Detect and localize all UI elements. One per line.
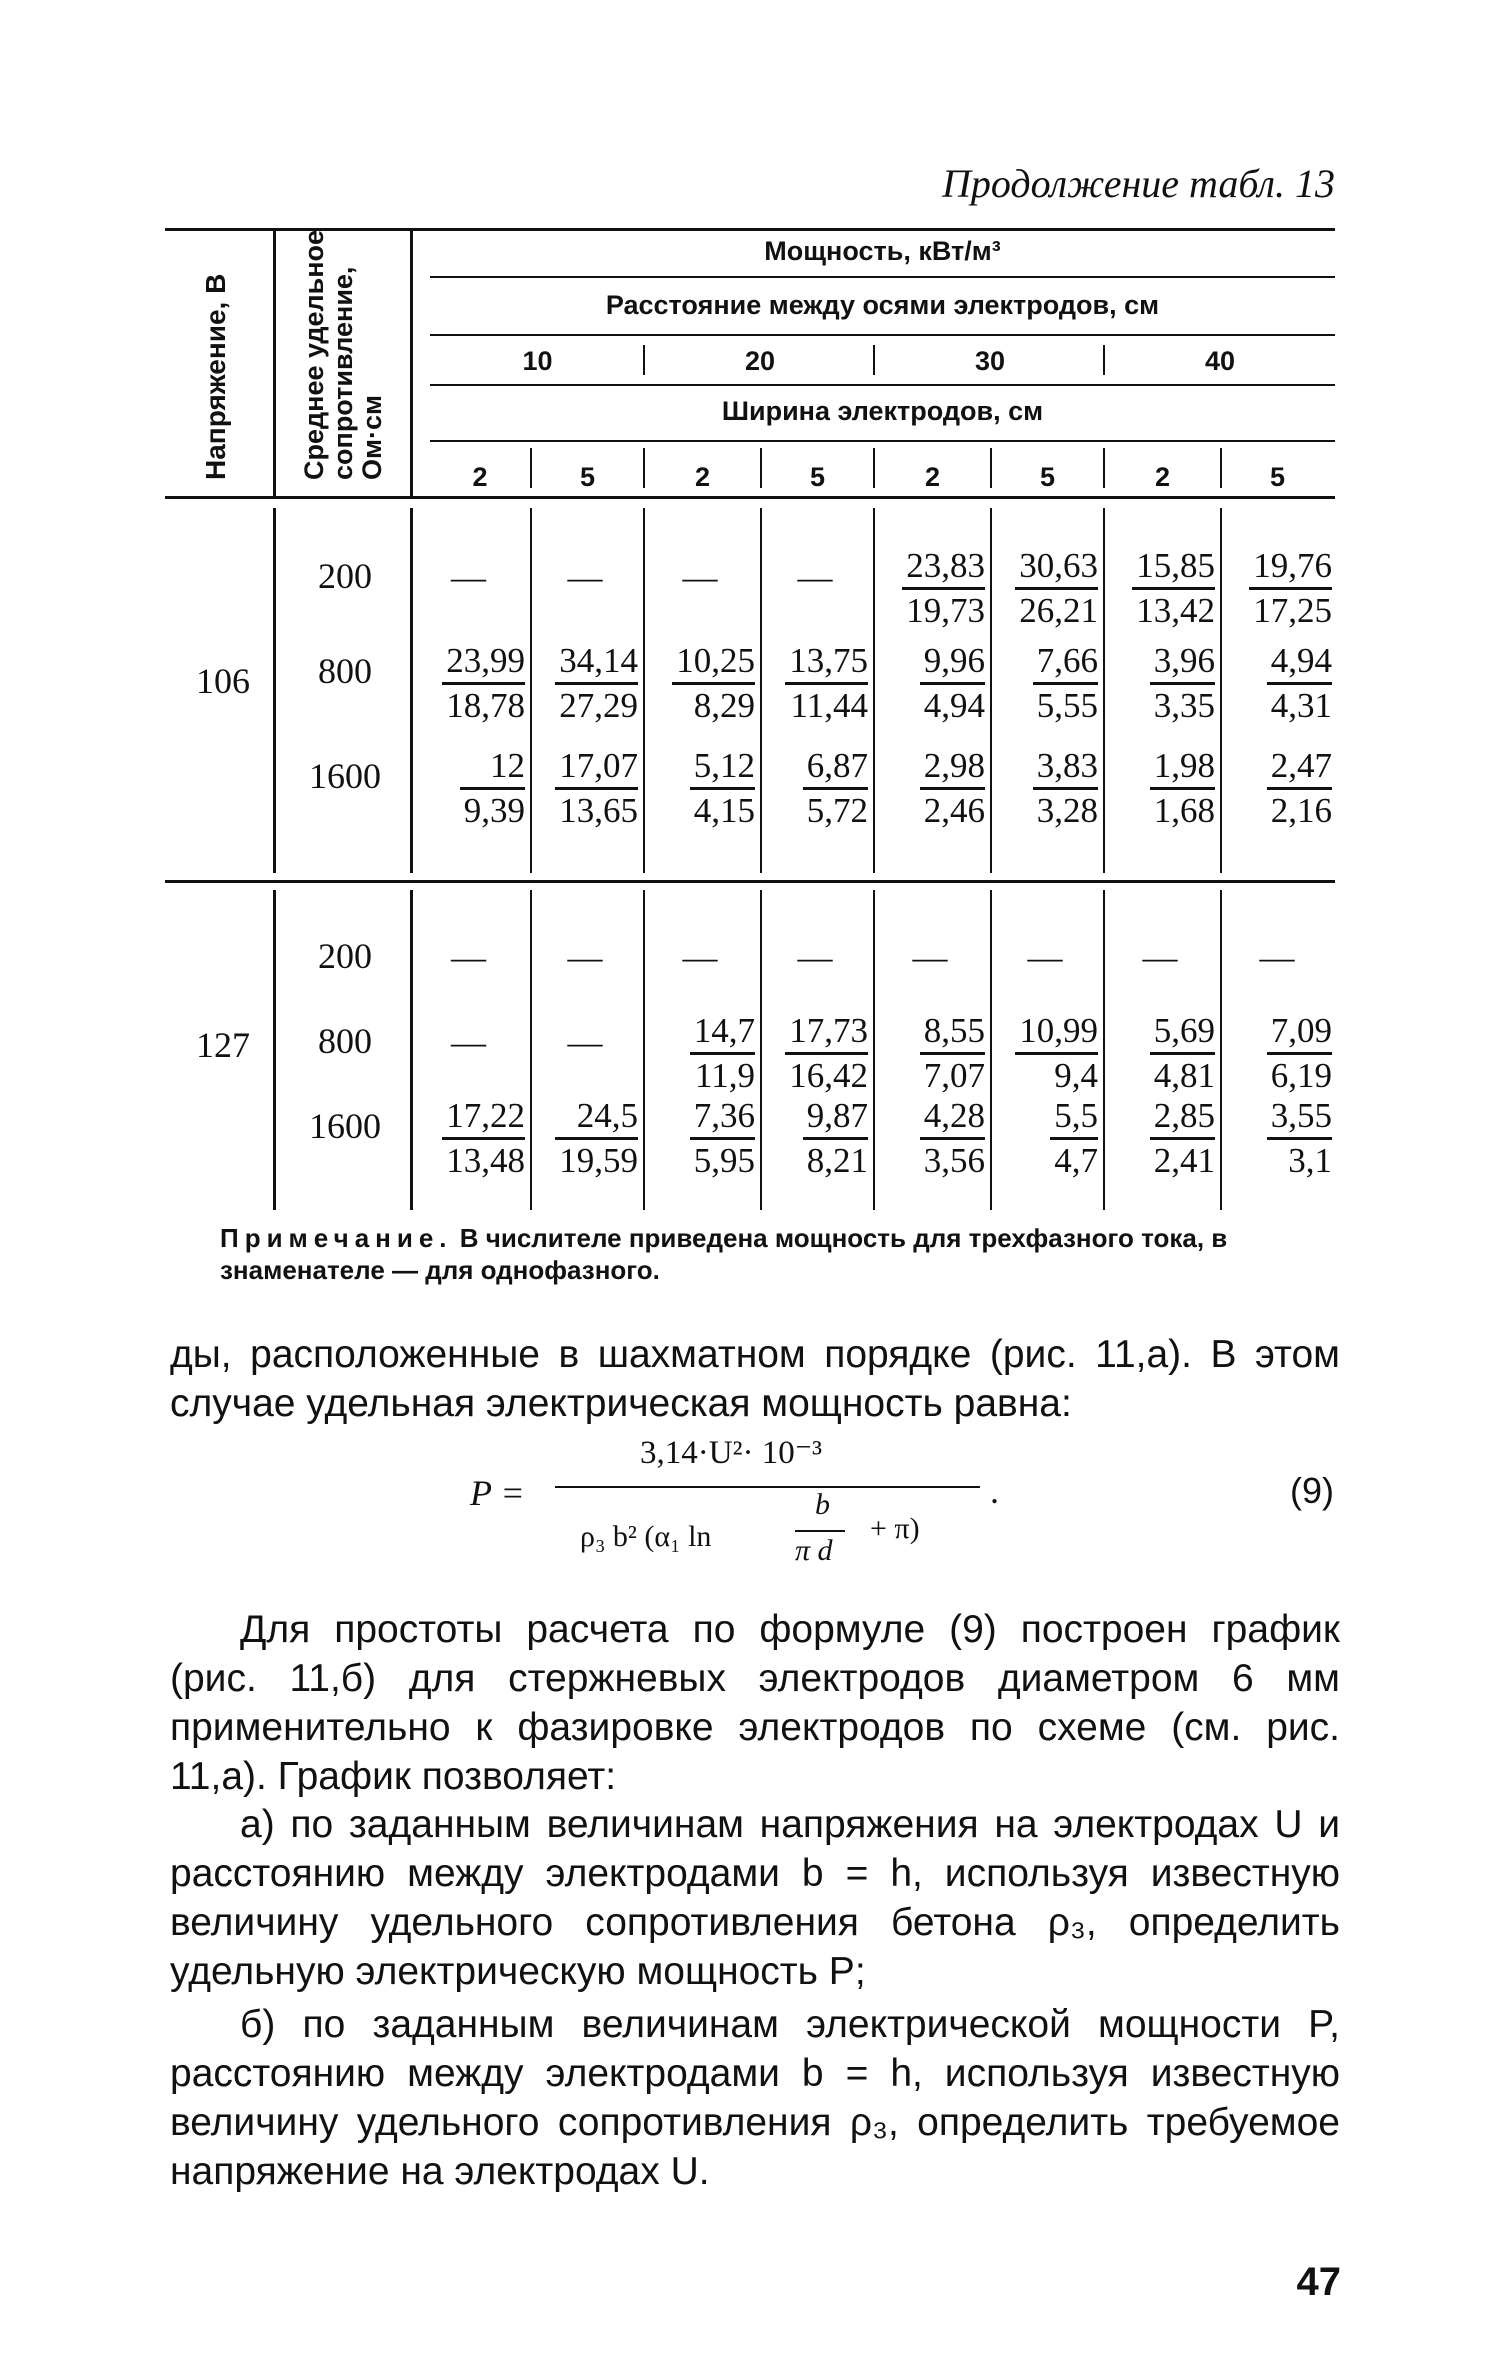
power-fraction (1150, 1095, 1215, 1182)
table-cell (1105, 1010, 1215, 1097)
page-number: 47 (1296, 2260, 1341, 2304)
power-fraction (1267, 1095, 1332, 1182)
formula-end: . (990, 1471, 999, 1511)
three-phase-power: 7,66 (1033, 640, 1098, 685)
power-fraction (1033, 640, 1098, 727)
resistivity-header: Среднее удельное сопротивление, Ом·см (299, 229, 387, 480)
table-cell (532, 1022, 638, 1064)
single-phase-power: 9,39 (463, 791, 525, 830)
three-phase-power: 2,85 (1150, 1095, 1215, 1140)
list-item-a: а) по заданным величинам напряжения на электродах U и расстоянию между электродами b = h, используя известную величину удельного сопротивления бетона ρ₃, определить удельную электрическую мощность P; (170, 1803, 1340, 1993)
table-cell (992, 937, 1098, 979)
power-fraction (1267, 1010, 1332, 1097)
three-phase-power: 7,36 (690, 1095, 755, 1140)
empty-value-dash: — (451, 1023, 486, 1062)
three-phase-power: 13,75 (785, 640, 868, 685)
power-fraction (920, 640, 985, 727)
table-header-rule (165, 496, 1335, 499)
single-phase-power: 11,9 (695, 1056, 755, 1095)
col-divider (273, 228, 276, 496)
table-cell (412, 745, 525, 832)
col-divider (760, 448, 762, 488)
resistivity-value: 200 (318, 936, 372, 976)
power-fraction (1050, 1095, 1098, 1182)
empty-value-dash: — (567, 558, 603, 597)
paragraph-graph: Для простоты расчета по формуле (9) построен график (рис. 11,б) для стержневых электродов диаметром 6 мм применительно к фазировке электродов по схеме (см. рис. 11,а). График позволяет: (170, 1608, 1340, 1798)
single-phase-power: 13,65 (559, 791, 638, 830)
table-cell (762, 1095, 868, 1182)
table-cell (1222, 640, 1332, 727)
single-phase-power: 13,42 (1136, 591, 1215, 630)
width-label: 5 (579, 462, 596, 492)
table-cell (1105, 745, 1215, 832)
formula-denominator-left: ρ₃ b² (α₁ ln (580, 1520, 712, 1553)
table-cell (762, 640, 868, 727)
three-phase-power: 17,07 (555, 745, 638, 790)
header-rule-width (430, 440, 1335, 442)
table-cell (532, 557, 638, 599)
empty-value-dash: — (567, 1023, 603, 1062)
table-cell (875, 1010, 985, 1097)
empty-value-dash: — (567, 938, 603, 977)
table-caption: Продолжение табл. 13 (941, 161, 1335, 206)
resistivity-value: 800 (318, 1021, 372, 1061)
power-fraction (920, 1010, 985, 1097)
empty-value-dash: — (797, 558, 833, 597)
three-phase-power: 8,55 (920, 1010, 985, 1055)
table-cell (532, 937, 638, 979)
power-fraction (920, 745, 985, 832)
resistivity-value: 1600 (309, 756, 381, 796)
power-fraction (1015, 1010, 1098, 1097)
table-cell (645, 640, 755, 727)
width-label: 2 (1154, 462, 1171, 492)
table-cell (1222, 745, 1332, 832)
single-phase-power: 19,59 (559, 1141, 638, 1180)
table-cell (645, 937, 755, 979)
single-phase-power: 1,68 (1153, 791, 1215, 830)
distance-10: 10 (522, 346, 553, 376)
power-fraction (672, 640, 755, 727)
distance-40: 40 (1204, 346, 1236, 376)
table-cell (1222, 545, 1332, 632)
single-phase-power: 8,21 (806, 1141, 868, 1180)
table-note (220, 1222, 1340, 1286)
three-phase-power: 4,94 (1267, 640, 1332, 685)
empty-value-dash: — (912, 938, 948, 977)
formula-inner-denominator: π d (795, 1534, 833, 1567)
note-label: Примечание. (220, 1223, 453, 1253)
three-phase-power: 9,96 (920, 640, 985, 685)
power-fraction (460, 745, 525, 832)
single-phase-power: 4,31 (1270, 686, 1332, 725)
three-phase-power: 34,14 (555, 640, 638, 685)
formula-numerator: 3,14·U²· 10⁻³ (640, 1435, 823, 1471)
three-phase-power: 10,25 (672, 640, 755, 685)
col-divider (273, 890, 276, 1210)
table-cell (762, 557, 868, 599)
three-phase-power: 3,83 (1033, 745, 1098, 790)
paragraph-intro: ды, расположенные в шахматном порядке (рис. 11,а). В этом случае удельная электрическая мощность равна: (170, 1333, 1340, 1425)
resistivity-value: 1600 (309, 1106, 381, 1146)
power-fraction (1150, 640, 1215, 727)
single-phase-power: 13,48 (446, 1141, 525, 1180)
distance-30: 30 (974, 346, 1006, 376)
empty-value-dash: — (1027, 938, 1063, 977)
single-phase-power: 5,72 (806, 791, 868, 830)
three-phase-power: 19,76 (1249, 545, 1332, 590)
three-phase-power: 1,98 (1150, 745, 1215, 790)
table-cell (875, 745, 985, 832)
table-cell (875, 640, 985, 727)
col-divider (273, 508, 276, 873)
power-fraction (442, 640, 525, 727)
single-phase-power: 3,56 (923, 1141, 985, 1180)
single-phase-power: 18,78 (446, 686, 525, 725)
single-phase-power: 2,16 (1270, 791, 1332, 830)
table-cell (645, 1010, 755, 1097)
width-label: 2 (924, 462, 941, 492)
three-phase-power: 9,87 (803, 1095, 868, 1140)
three-phase-power: 2,47 (1267, 745, 1332, 790)
col-divider (643, 345, 645, 375)
col-divider (873, 345, 875, 375)
single-phase-power: 4,94 (923, 686, 985, 725)
table-cell (762, 745, 868, 832)
power-fraction (1150, 1010, 1215, 1097)
single-phase-power: 4,15 (693, 791, 755, 830)
width-label: 5 (809, 462, 826, 492)
single-phase-power: 6,19 (1270, 1056, 1332, 1095)
width-label: 2 (694, 462, 711, 492)
table-cell (1105, 937, 1215, 979)
three-phase-power: 15,85 (1132, 545, 1215, 590)
single-phase-power: 17,25 (1253, 591, 1332, 630)
three-phase-power: 24,5 (555, 1095, 638, 1140)
formula-denominator-right: + π) (870, 1512, 920, 1545)
three-phase-power: 2,98 (920, 745, 985, 790)
distance-header: Расстояние между осями электродов, см (605, 290, 1160, 320)
table-cell (1222, 1010, 1332, 1097)
table-cell (992, 1010, 1098, 1097)
col-divider (990, 448, 992, 488)
distance-20: 20 (744, 346, 776, 376)
single-phase-power: 27,29 (559, 686, 638, 725)
table-cell (875, 937, 985, 979)
table-cell (875, 1095, 985, 1182)
width-label: 5 (1039, 462, 1056, 492)
table-cell (412, 640, 525, 727)
power-fraction (1015, 545, 1098, 632)
three-phase-power: 17,73 (785, 1010, 868, 1055)
power-fraction (1132, 545, 1215, 632)
three-phase-power: 3,96 (1150, 640, 1215, 685)
power-fraction (555, 1095, 638, 1182)
three-phase-power: 23,99 (442, 640, 525, 685)
table-cell (992, 1095, 1098, 1182)
table-cell (412, 1095, 525, 1182)
note-text: В числителе приведена мощность для трехфазного тока, в знаменателе — для однофазного. (220, 1223, 1228, 1285)
col-divider (530, 448, 532, 488)
table-cell (412, 557, 525, 599)
table-cell (992, 745, 1098, 832)
single-phase-power: 2,41 (1153, 1141, 1215, 1180)
three-phase-power: 6,87 (803, 745, 868, 790)
three-phase-power: 4,28 (920, 1095, 985, 1140)
power-fraction (902, 545, 985, 632)
three-phase-power: 5,69 (1150, 1010, 1215, 1055)
three-phase-power: 7,09 (1267, 1010, 1332, 1055)
empty-value-dash: — (1142, 938, 1178, 977)
table-cell (532, 745, 638, 832)
power-fraction (442, 1095, 525, 1182)
three-phase-power: 12 (460, 745, 525, 790)
single-phase-power: 9,4 (1054, 1056, 1098, 1095)
resistivity-value: 200 (318, 556, 372, 596)
single-phase-power: 26,21 (1019, 591, 1098, 630)
table-cell (645, 1095, 755, 1182)
empty-value-dash: — (797, 938, 833, 977)
three-phase-power: 3,55 (1267, 1095, 1332, 1140)
col-divider (410, 228, 413, 496)
table-cell (1105, 545, 1215, 632)
three-phase-power: 30,63 (1015, 545, 1098, 590)
voltage-value: 106 (196, 661, 250, 701)
power-fraction (1150, 745, 1215, 832)
empty-value-dash: — (451, 938, 486, 977)
empty-value-dash: — (1259, 938, 1295, 977)
power-fraction (803, 1095, 868, 1182)
power-fraction (555, 745, 638, 832)
power-fraction (690, 745, 755, 832)
three-phase-power: 23,83 (902, 545, 985, 590)
power-fraction (920, 1095, 985, 1182)
table-cell (412, 1022, 525, 1064)
power-fraction (690, 1095, 755, 1182)
single-phase-power: 3,35 (1153, 686, 1215, 725)
single-phase-power: 7,07 (923, 1056, 985, 1095)
empty-value-dash: — (682, 558, 718, 597)
col-divider (643, 448, 645, 488)
single-phase-power: 2,46 (923, 791, 985, 830)
col-divider (1103, 345, 1105, 375)
single-phase-power: 19,73 (906, 591, 985, 630)
three-phase-power: 5,12 (690, 745, 755, 790)
list-item-b: б) по заданным величинам электрической мощности P, расстоянию между электродами b = h, используя известную величину удельного сопротивления ρ₃, определить требуемое напряжение на электродах U. (170, 2003, 1340, 2193)
table-cell (645, 745, 755, 832)
single-phase-power: 4,81 (1153, 1056, 1215, 1095)
single-phase-power: 4,7 (1054, 1141, 1098, 1180)
width-label: 5 (1269, 462, 1286, 492)
single-phase-power: 8,29 (693, 686, 755, 725)
power-fraction (1267, 640, 1332, 727)
three-phase-power: 5,5 (1050, 1095, 1098, 1140)
table-cell (532, 640, 638, 727)
width-label: 2 (472, 462, 488, 492)
formula-inner-numerator: b (815, 1488, 830, 1521)
table-cell (412, 937, 525, 979)
table-cell (1222, 937, 1332, 979)
col-divider (1103, 448, 1105, 488)
power-fraction (690, 1010, 755, 1097)
voltage-value: 127 (196, 1025, 250, 1065)
col-divider (1220, 448, 1222, 488)
resistivity-value: 800 (318, 651, 372, 691)
three-phase-power: 17,22 (442, 1095, 525, 1140)
header-rule-distance (430, 334, 1335, 336)
table-cell (992, 545, 1098, 632)
table-cell (992, 640, 1098, 727)
formula-inner-bar (795, 1530, 845, 1532)
formula-lhs: P = (470, 1473, 525, 1513)
formula-number: (9) (1290, 1470, 1334, 1511)
power-fraction (1249, 545, 1332, 632)
power-fraction (785, 640, 868, 727)
three-phase-power: 10,99 (1015, 1010, 1098, 1055)
table-cell (762, 1010, 868, 1097)
table-cell (532, 1095, 638, 1182)
table-cell (762, 937, 868, 979)
table-cell (645, 557, 755, 599)
power-header: Мощность, кВт/м³ (764, 236, 1001, 266)
single-phase-power: 16,42 (789, 1056, 868, 1095)
formula-fraction-bar (555, 1486, 980, 1488)
group-separator-rule (165, 880, 1335, 883)
single-phase-power: 11,44 (790, 686, 868, 725)
voltage-header: Напряжение, В (200, 273, 231, 480)
single-phase-power: 3,28 (1036, 791, 1098, 830)
power-fraction (1033, 745, 1098, 832)
table-cell (1105, 640, 1215, 727)
empty-value-dash: — (682, 938, 718, 977)
header-rule-distances (430, 384, 1335, 386)
power-fraction (1267, 745, 1332, 832)
single-phase-power: 5,95 (693, 1141, 755, 1180)
three-phase-power: 14,7 (690, 1010, 755, 1055)
table-cell (1105, 1095, 1215, 1182)
width-header: Ширина электродов, см (721, 396, 1044, 426)
power-fraction (555, 640, 638, 727)
empty-value-dash: — (451, 558, 486, 597)
header-rule-power (430, 276, 1335, 278)
power-fraction (785, 1010, 868, 1097)
col-divider (873, 448, 875, 488)
table-cell (875, 545, 985, 632)
single-phase-power: 5,55 (1036, 686, 1098, 725)
table-cell (1222, 1095, 1332, 1182)
single-phase-power: 3,1 (1288, 1141, 1332, 1180)
power-fraction (803, 745, 868, 832)
